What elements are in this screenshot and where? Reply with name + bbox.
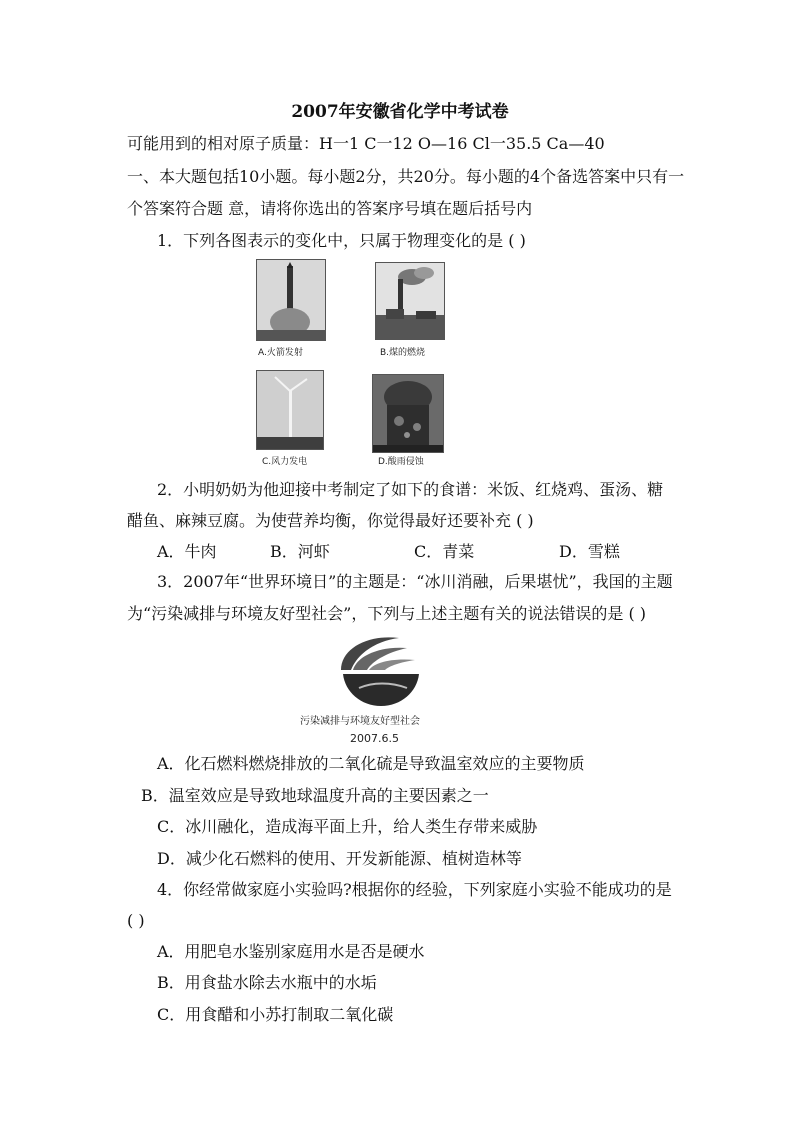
q3-option-a: A．化石燃料燃烧排放的二氧化硫是导致温室效应的主要物质 [157, 754, 585, 773]
q2-option-d: D．雪糕 [559, 542, 620, 561]
q1-caption-a: A.火箭发射 [258, 348, 303, 358]
q2-stem-line2: 醋鱼、麻辣豆腐。为使营养均衡，你觉得最好还要补充 ( ) [127, 511, 534, 530]
q3-option-b: B．温室效应是导致地球温度升高的主要因素之一 [141, 786, 489, 805]
page-title: 2007年安徽省化学中考试卷 [291, 102, 509, 122]
q4-option-c: C．用食醋和小苏打制取二氧化碳 [157, 1005, 394, 1024]
q4-option-a: A．用肥皂水鉴别家庭用水是否是硬水 [157, 942, 425, 961]
q4-stem-line2: ( ) [127, 911, 145, 930]
environment-day-logo-icon [329, 630, 433, 710]
section1-instructions-line1: 一、本大题包括10小题。每小题2分，共20分。每小题的4个备选答案中只有一 [127, 167, 685, 186]
q3-option-d: D．减少化石燃料的使用、开发新能源、植树造林等 [157, 849, 522, 868]
q2-stem-line1: 2．小明奶奶为他迎接中考制定了如下的食谱：米饭、红烧鸡、蛋汤、糖 [157, 480, 664, 499]
q3-stem-line2: 为“污染减排与环境友好型社会”，下列与上述主题有关的说法错误的是 ( ) [127, 604, 647, 623]
q1-caption-d: D.酸雨侵蚀 [378, 457, 424, 467]
q3-stem-line1: 3．2007年“世界环境日”的主题是：“冰川消融，后果堪忧”，我国的主题 [157, 572, 673, 591]
q2-option-c: C．青菜 [414, 542, 475, 561]
logo-date: 2007.6.5 [350, 732, 399, 745]
wind-power-photo [256, 370, 324, 450]
q2-option-a: A．牛肉 [157, 542, 217, 561]
logo-caption: 污染减排与环境友好型社会 [300, 716, 420, 727]
q3-option-c: C．冰川融化，造成海平面上升，给人类生存带来威胁 [157, 817, 538, 836]
q1-caption-b: B.煤的燃烧 [380, 348, 426, 358]
rocket-launch-photo [256, 259, 326, 341]
q4-option-b: B．用食盐水除去水瓶中的水垢 [157, 973, 377, 992]
q2-option-b: B．河虾 [270, 542, 330, 561]
q4-stem-line1: 4．你经常做家庭小实验吗?根据你的经验，下列家庭小实验不能成功的是 [157, 880, 672, 899]
acid-rain-erosion-photo [372, 374, 444, 453]
coal-burning-photo [375, 262, 445, 340]
q1-stem: 1．下列各图表示的变化中，只属于物理变化的是 ( ) [157, 231, 526, 250]
section1-instructions-line2: 个答案符合题 意，请将你选出的答案序号填在题后括号内 [127, 199, 533, 218]
atomic-masses-line: 可能用到的相对原子质量：H一1 C一12 O—16 Cl一35.5 Ca—40 [127, 134, 605, 153]
q1-caption-c: C.风力发电 [262, 457, 308, 467]
